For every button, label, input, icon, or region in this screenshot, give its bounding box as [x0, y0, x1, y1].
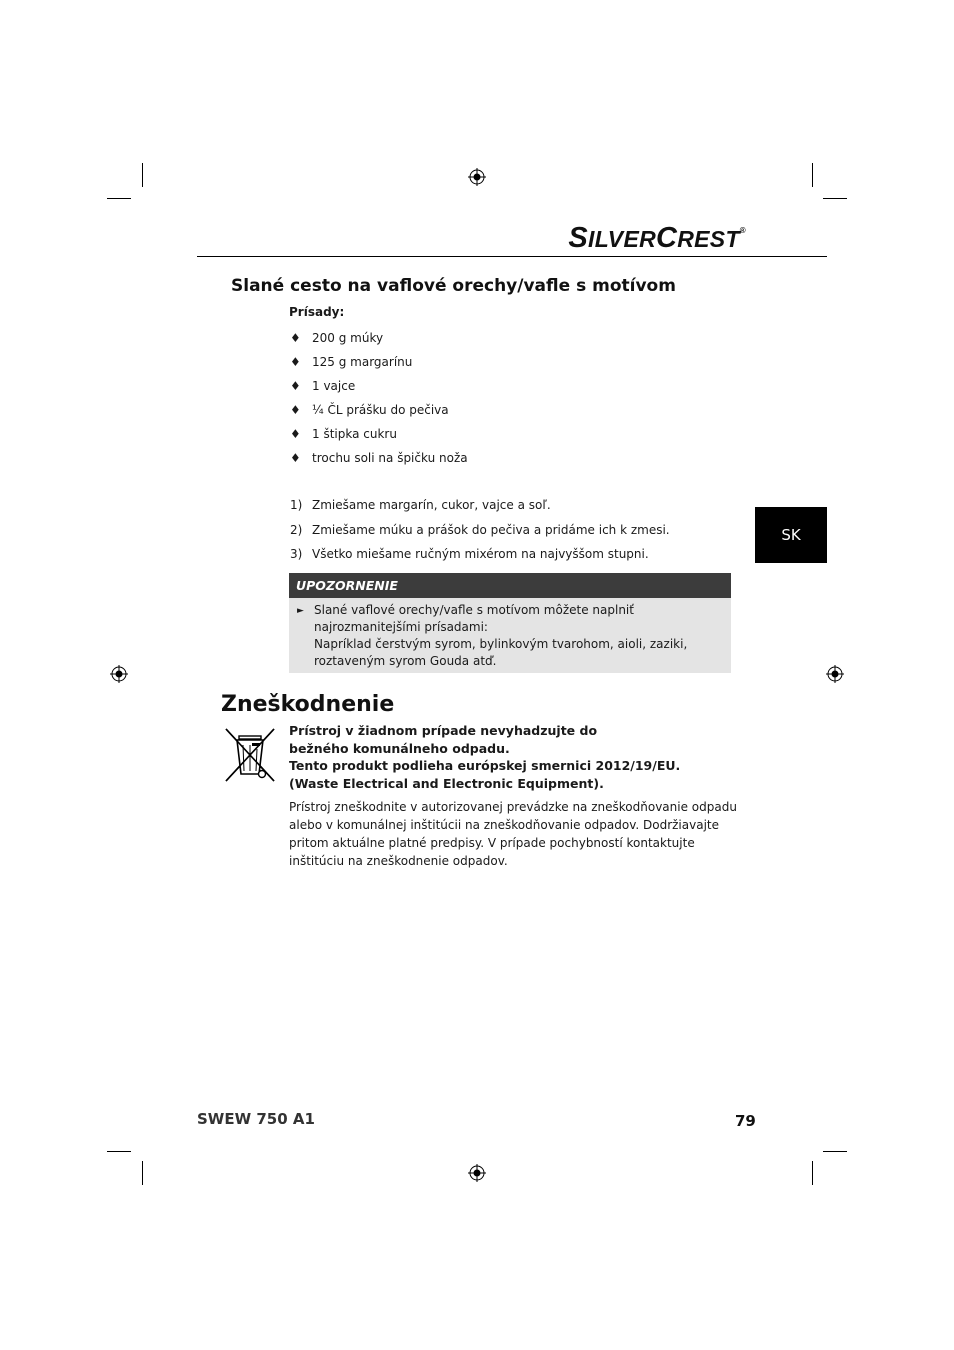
- diamond-bullet-icon: ♦: [290, 355, 301, 369]
- crop-mark: [812, 1161, 813, 1185]
- crop-mark: [823, 1151, 847, 1152]
- crop-mark: [142, 1161, 143, 1185]
- disposal-warning: Prístroj v žiadnom prípade nevyhadzujte do bežného komunálneho odpadu. Tento produkt podlieha európskej smernici 2012/19/EU. (Waste Electrical and Electronic Equipment).: [289, 723, 681, 791]
- diamond-bullet-icon: ♦: [290, 379, 301, 393]
- steps-list: [290, 498, 670, 572]
- list-item: ♦ 1 vajce: [290, 379, 356, 393]
- section-title: Slané cesto na vaflové orechy/vafle s motívom: [231, 276, 676, 296]
- crop-mark: [107, 1151, 131, 1152]
- notice-line: Napríklad čerstvým syrom, bylinkovým tvarohom, aioli, zaziki, roztaveným syrom Gouda atď.: [314, 637, 688, 668]
- list-item: ♦ 200 g múky: [290, 331, 384, 345]
- disposal-paragraph: Prístroj zneškodnite v autorizovanej prevádzke na zneškodňovanie odpadu alebo v komunálnej inštitúcii na zneškodňovanie odpadov. Dodržiavajte pritom aktuálne platné predpisy. V prípade pochybností kontaktujte inštitúciu na zneškodnenie odpadov.: [289, 800, 737, 868]
- diamond-bullet-icon: ♦: [290, 331, 301, 345]
- notice-heading: UPOZORNENIE: [289, 573, 731, 598]
- ingredients-label: Prísady:: [289, 305, 345, 319]
- list-item: ♦ 125 g margarínu: [290, 355, 413, 369]
- list-item: ♦ trochu soli na špičku noža: [290, 451, 468, 465]
- diamond-bullet-icon: ♦: [290, 451, 301, 465]
- crop-mark: [812, 163, 813, 187]
- list-item: ♦ ¼ ČL prášku do pečiva: [290, 403, 449, 417]
- registration-mark-icon: [468, 168, 486, 186]
- diamond-bullet-icon: ♦: [290, 403, 301, 417]
- notice-line: Slané vaflové orechy/vafle s motívom môžete naplniť najrozmanitejšími prísadami:: [314, 603, 634, 634]
- arrow-right-icon: ►: [297, 606, 304, 616]
- diamond-bullet-icon: ♦: [290, 427, 301, 441]
- crop-mark: [142, 163, 143, 187]
- registration-mark-icon: [468, 1164, 486, 1182]
- notice-body: [289, 598, 731, 670]
- list-item: 3) Všetko miešame ručným mixérom na najvyššom stupni.: [290, 547, 649, 561]
- disposal-title: Zneškodnenie: [221, 692, 395, 717]
- crop-mark: [823, 198, 847, 199]
- list-item: 1) Zmiešame margarín, cukor, vajce a soľ.: [290, 498, 551, 512]
- ingredients-list: [290, 331, 468, 475]
- crossed-out-wheelie-bin-icon: [222, 727, 278, 783]
- list-item: ♦ 1 štipka cukru: [290, 427, 397, 441]
- list-item: 2) Zmiešame múku a prášok do pečiva a pridáme ich k zmesi.: [290, 522, 670, 537]
- crop-mark: [107, 198, 131, 199]
- page-number: 79: [735, 1112, 756, 1130]
- language-tab: SK: [755, 507, 827, 563]
- registration-mark-icon: [110, 665, 128, 683]
- registration-mark-icon: [826, 665, 844, 683]
- header-divider: [197, 256, 827, 257]
- model-number: SWEW 750 A1: [197, 1110, 315, 1128]
- brand-logo: SILVERCREST®: [568, 222, 746, 254]
- notice-box: [289, 573, 731, 673]
